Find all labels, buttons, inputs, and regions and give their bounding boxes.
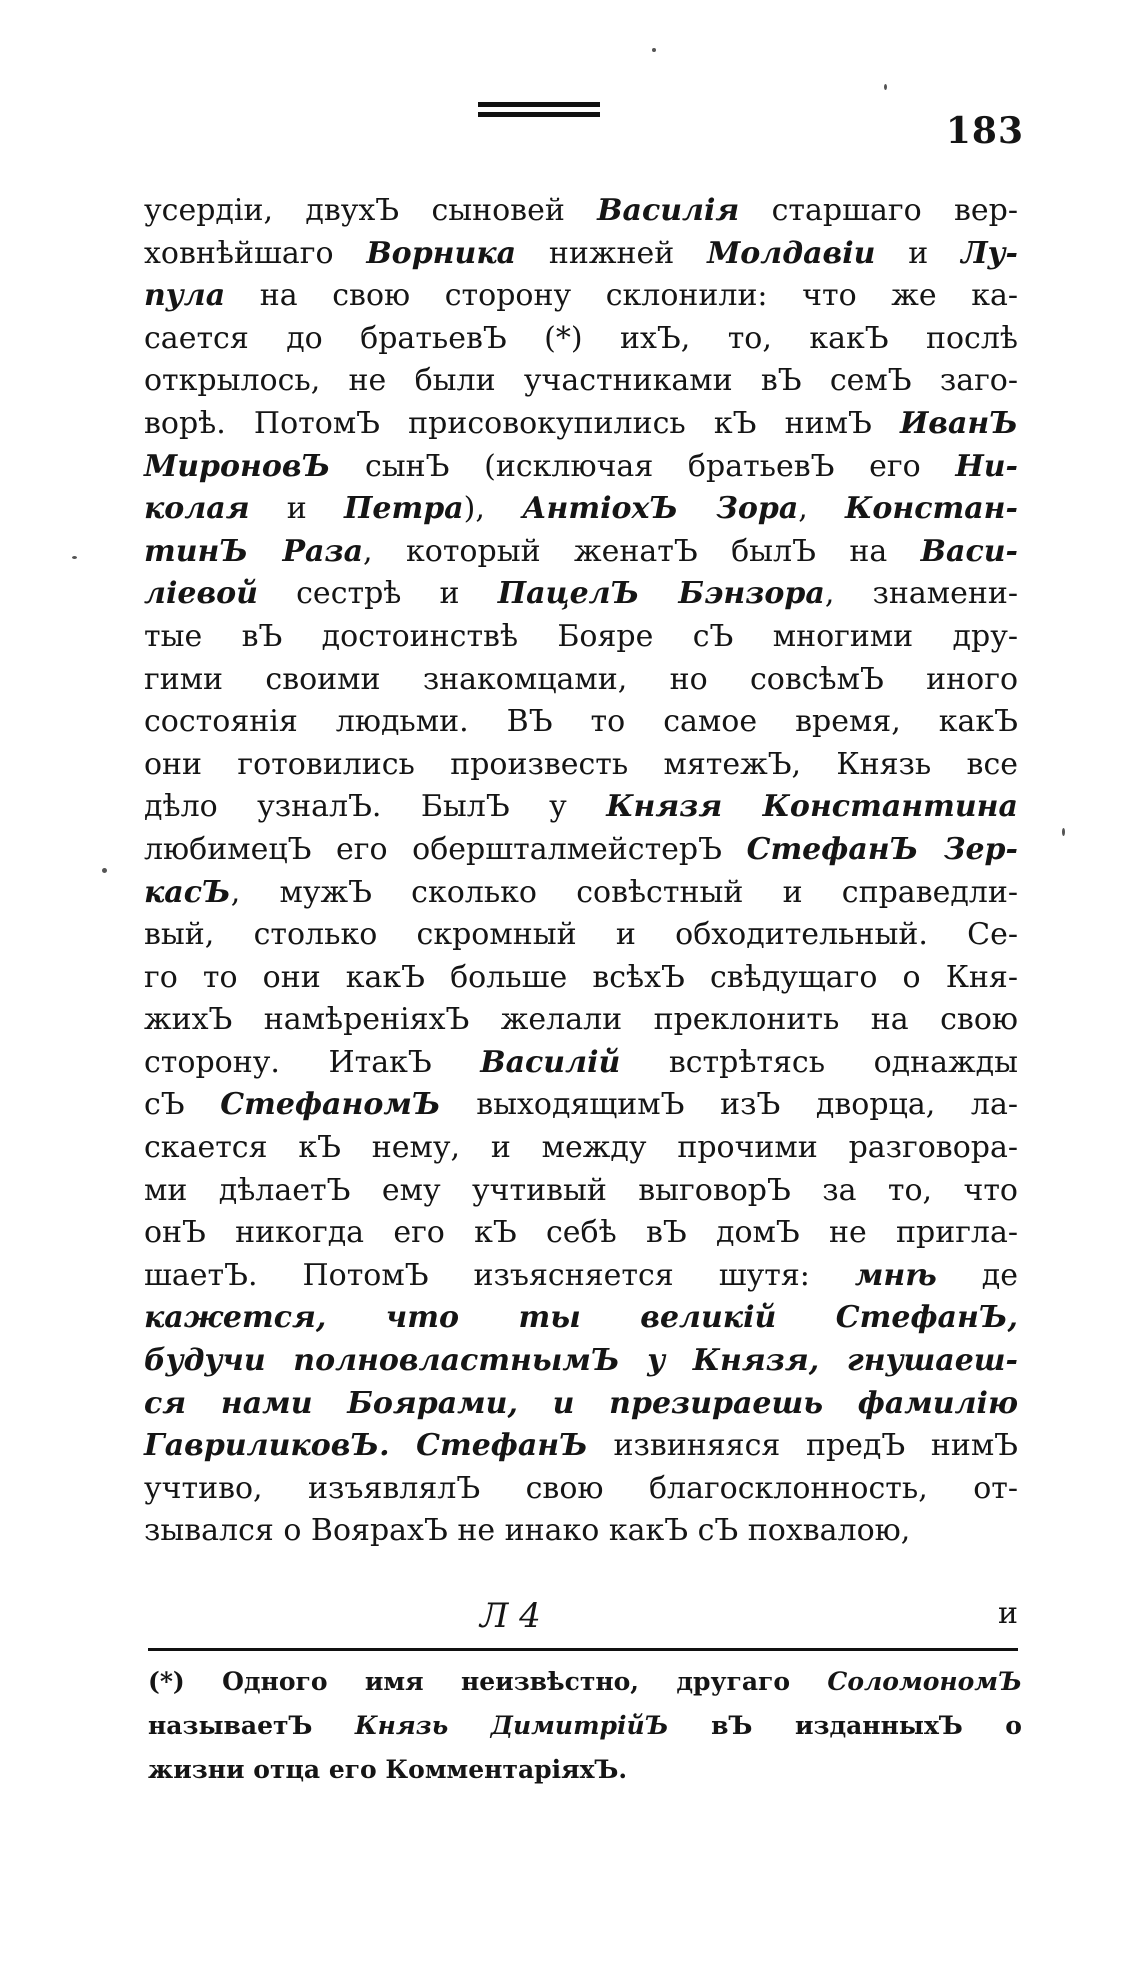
- italic-name: Князь ДимитрійЪ: [354, 1711, 669, 1740]
- body-text-line: [144, 531, 1018, 574]
- catchword: и: [998, 1596, 1018, 1631]
- italic-name: МироновЪ: [144, 448, 331, 484]
- italic-name: касЪ: [144, 874, 231, 910]
- body-text-line: [144, 957, 1018, 1000]
- text-run: сторону. ИтакЪ: [144, 1044, 481, 1080]
- body-text-line: [144, 659, 1018, 702]
- header-rule-bottom: [478, 112, 600, 117]
- italic-name: ПацелЪ Бэнзора: [497, 576, 825, 612]
- body-text-line: [144, 1127, 1018, 1170]
- body-text-line: [144, 701, 1018, 744]
- text-run: называетЪ: [148, 1711, 355, 1740]
- body-text-line: [144, 616, 1018, 659]
- text-run: встрѣтясь однажды: [620, 1044, 1018, 1080]
- footnote: [148, 1660, 1022, 1792]
- italic-name: Петра: [344, 491, 464, 527]
- italic-name: Ворника: [366, 235, 517, 271]
- footnote-rule: [148, 1648, 1018, 1651]
- italic-name: ГавриликовЪ. СтефанЪ: [144, 1428, 588, 1464]
- text-run: го то они какЪ больше всѣхЪ свѣдущаго о Кня-: [144, 959, 1018, 995]
- text-run: зывался о ВоярахЪ не инако какЪ сЪ похвалою,: [144, 1513, 911, 1549]
- body-text-line: [144, 1042, 1018, 1085]
- text-run: открылось, не были участниками вЪ семЪ заго-: [144, 363, 1018, 399]
- text-run: сается до братьевЪ (*) ихЪ, то, какЪ послѣ: [144, 320, 1018, 356]
- italic-name: будучи полновластнымЪ у Князя, гнушаеш-: [144, 1343, 1018, 1379]
- text-run: учтиво, изъявлялЪ свою благосклонность, от-: [144, 1470, 1018, 1506]
- body-text-line: [144, 360, 1018, 403]
- body-text-line: [144, 1510, 1018, 1553]
- footnote-line: [148, 1660, 1022, 1704]
- text-run: , мужЪ сколько совѣстный и справедли-: [230, 874, 1018, 910]
- body-text-line: [144, 446, 1018, 489]
- italic-name: ся нами Боярами, и презираешь фамилію: [144, 1385, 1018, 1421]
- text-run: вЪ изданныхЪ о: [668, 1711, 1022, 1740]
- body-text-line: [144, 829, 1018, 872]
- text-run: ),: [463, 491, 523, 527]
- body-text-line: [144, 1383, 1018, 1426]
- body-text-line: [144, 744, 1018, 787]
- text-run: тые вЪ достоинствѣ Бояре сЪ многими дру-: [144, 618, 1018, 654]
- italic-name: тинЪ Раза: [144, 533, 364, 569]
- footnote-line: [148, 1704, 1022, 1748]
- body-text-line: [144, 1425, 1018, 1468]
- footnote-line: [148, 1748, 1022, 1792]
- text-run: сестрѣ и: [257, 576, 498, 612]
- italic-name: Васи-: [920, 533, 1018, 569]
- text-run: жизни отца его КомментаріяхЪ.: [148, 1755, 628, 1784]
- body-text-line: [144, 1468, 1018, 1511]
- paper-speck: [102, 868, 107, 873]
- text-run: извиняяся предЪ нимЪ: [587, 1428, 1018, 1464]
- body-text: [144, 190, 1018, 1553]
- text-run: выходящимЪ изЪ дворца, ла-: [440, 1087, 1018, 1123]
- italic-name: Ни-: [955, 448, 1018, 484]
- body-text-line: [144, 1255, 1018, 1298]
- text-run: , который женатЪ былЪ на: [363, 533, 921, 569]
- text-run: они готовились произвесть мятежЪ, Князь все: [144, 746, 1018, 782]
- text-run: на свою сторону склонили: что же ка-: [225, 278, 1018, 314]
- text-run: сЪ: [144, 1087, 221, 1123]
- italic-name: СтефаномЪ: [220, 1087, 441, 1123]
- body-text-line: [144, 190, 1018, 233]
- body-text-line: [144, 233, 1018, 276]
- italic-name: кажется, что ты великій СтефанЪ,: [144, 1300, 1018, 1336]
- text-run: дѣло узналЪ. БылЪ у: [144, 789, 607, 825]
- italic-name: Василія: [597, 193, 740, 228]
- body-text-line: [144, 573, 1018, 616]
- body-text-line: [144, 1084, 1018, 1127]
- body-text-line: [144, 999, 1018, 1042]
- text-run: усердіи, двухЪ сыновей: [144, 193, 598, 228]
- text-run: состоянія людьми. ВЪ то самое время, какЪ: [144, 704, 1018, 740]
- text-run: скается кЪ нему, и между прочими разговора-: [144, 1130, 1018, 1166]
- italic-name: Молдавіи: [707, 235, 876, 271]
- italic-name: СоломономЪ: [827, 1667, 1022, 1696]
- text-run: шаетЪ. ПотомЪ изъясняется шутя:: [144, 1257, 855, 1293]
- body-text-line: [144, 1340, 1018, 1383]
- signature-mark: Л 4: [480, 1596, 541, 1636]
- text-run: и: [249, 491, 345, 527]
- italic-name: Василій: [480, 1044, 621, 1080]
- text-run: ховнѣйшаго: [144, 235, 367, 271]
- text-run: ми дѣлаетЪ ему учтивый выговорЪ за то, что: [144, 1172, 1018, 1208]
- paper-speck: [72, 556, 77, 559]
- body-text-line: [144, 1170, 1018, 1213]
- italic-name: мнѣ: [854, 1257, 937, 1293]
- text-run: любимецЪ его обершталмейстерЪ: [144, 831, 747, 867]
- body-text-line: [144, 872, 1018, 915]
- text-run: ,: [798, 491, 846, 527]
- italic-name: АнтіохЪ Зора: [522, 491, 799, 527]
- text-run: (*) Одного имя неизвѣстно, другаго: [148, 1667, 828, 1696]
- text-run: де: [936, 1257, 1018, 1293]
- body-text-line: [144, 403, 1018, 446]
- text-run: жихЪ намѣреніяхЪ желали преклонить на свою: [144, 1002, 1018, 1038]
- body-text-line: [144, 275, 1018, 318]
- body-text-line: [144, 1212, 1018, 1255]
- text-run: онЪ никогда его кЪ себѣ вЪ домЪ не пригла-: [144, 1215, 1018, 1251]
- text-run: нижней: [516, 235, 708, 271]
- paper-speck: [652, 48, 656, 52]
- paper-speck: [1062, 828, 1065, 836]
- body-text-line: [144, 1297, 1018, 1340]
- italic-name: Лу-: [961, 235, 1019, 271]
- italic-name: СтефанЪ Зер-: [746, 831, 1018, 867]
- body-text-line: [144, 914, 1018, 957]
- text-run: вый, столько скромный и обходительный. Се-: [144, 917, 1018, 953]
- paper-speck: [884, 84, 887, 90]
- text-run: сынЪ (исключая братьевЪ его: [330, 448, 956, 484]
- page-number: 183: [945, 110, 1024, 152]
- text-run: старшаго вер-: [739, 193, 1018, 228]
- body-text-line: [144, 488, 1018, 531]
- italic-name: колая: [144, 491, 250, 527]
- text-run: , знамени-: [824, 576, 1019, 612]
- body-text-line: [144, 786, 1018, 829]
- text-run: ворѣ. ПотомЪ присовокупились кЪ нимЪ: [144, 405, 900, 441]
- italic-name: пула: [144, 278, 226, 314]
- italic-name: Князя Константина: [606, 789, 1018, 825]
- italic-name: Констан-: [845, 491, 1018, 527]
- text-run: и: [875, 235, 962, 271]
- body-text-line: [144, 318, 1018, 361]
- text-run: гими своими знакомцами, но совсѣмЪ иного: [144, 661, 1018, 697]
- italic-name: ИванЪ: [899, 405, 1018, 441]
- header-rule-top: [478, 102, 600, 107]
- italic-name: ліевой: [144, 576, 258, 612]
